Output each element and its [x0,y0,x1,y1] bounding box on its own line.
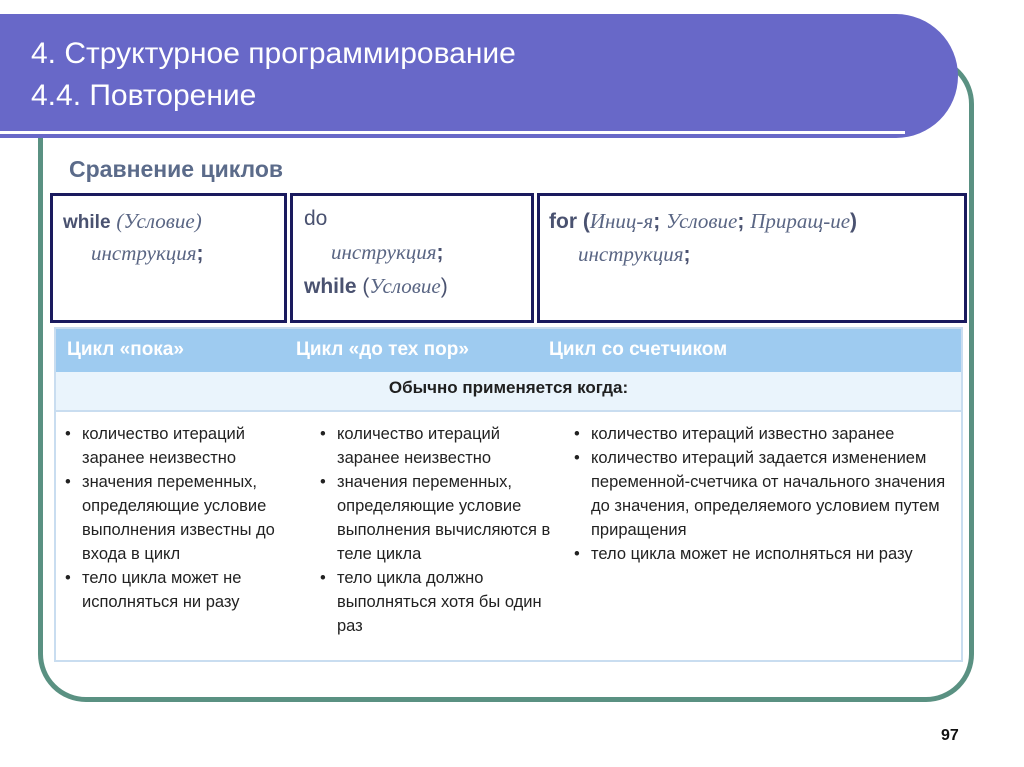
comparison-table [54,327,963,662]
list-item: • количество итераций заранее неизвестно [316,422,556,470]
for-open-paren: ( [582,210,590,233]
do-while-semicolon: ; [436,241,444,264]
while-body: инструкция [91,241,197,265]
slide-subtitle: 4.4. Повторение [31,79,257,112]
for-keyword: for [549,210,577,233]
for-increment: Приращ-ие [750,209,851,233]
for-semicolon: ; [683,243,691,266]
list-item: • значения переменных, определяющие условие выполнения известны до входа в цикл [61,470,301,566]
do-while-body: инструкция [331,240,437,264]
do-while-keyword: while [304,275,357,298]
section-heading: Сравнение циклов [69,156,284,182]
header-for-loop: Цикл со счетчиком [549,339,728,360]
page-number: 97 [941,727,959,744]
table-subheader-row [56,372,961,412]
banner-rule [0,131,905,134]
for-separator-1: ; [653,210,661,233]
list-item: • тело цикла может не исполняться ни разу [61,566,301,614]
while-close-paren: ) [194,209,202,233]
for-conditions-column [570,422,950,566]
while-syntax-box [50,193,287,323]
list-item: • количество итераций известно заранее [570,422,950,446]
for-condition: Условие [666,209,738,233]
while-semicolon: ; [196,242,204,265]
header-while-loop: Цикл «пока» [67,339,184,360]
while-open-paren: ( [116,209,124,233]
list-item: • тело цикла должно выполняться хотя бы один раз [316,566,556,638]
while-condition: Условие [123,209,195,233]
header-do-while-loop: Цикл «до тех пор» [296,339,469,360]
do-while-syntax-box [290,193,534,323]
do-while-close-paren: ) [440,275,448,298]
title-banner [0,14,958,138]
while-conditions-column [61,422,301,614]
for-separator-2: ; [737,210,745,233]
do-keyword: do [304,207,328,230]
do-while-open-paren: ( [362,275,370,298]
list-item: • количество итераций заранее неизвестно [61,422,301,470]
for-close-paren: ) [850,210,858,233]
for-syntax-box [537,193,967,323]
do-while-condition: Условие [369,274,441,298]
for-body: инструкция [578,242,684,266]
table-subheader: Обычно применяется когда: [388,378,629,397]
list-item: • значения переменных, определяющие условие выполнения вычисляются в теле цикла [316,470,556,566]
slide-title: 4. Структурное программирование [31,37,516,70]
table-header-row [56,329,961,372]
list-item: • тело цикла может не исполняться ни разу [570,542,950,566]
for-init: Иниц-я [589,209,654,233]
list-item: • количество итераций задается изменением переменной-счетчика от начального значения до значения, определяемого условием путем приращения [570,446,950,542]
while-keyword: while [63,212,111,233]
do-while-conditions-column [316,422,556,638]
